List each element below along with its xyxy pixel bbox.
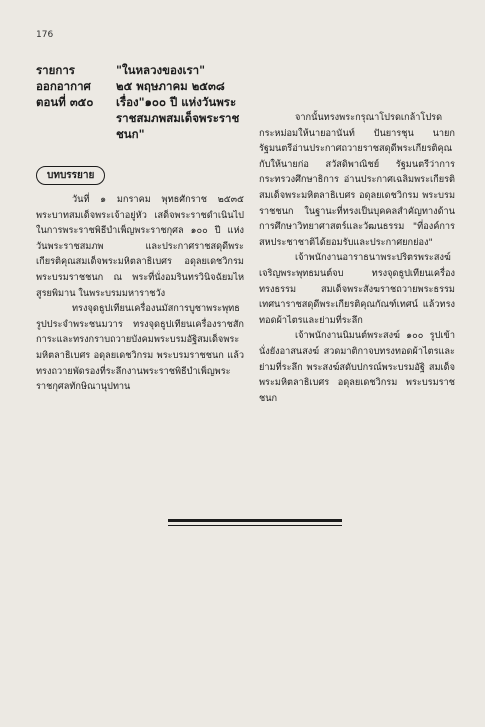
paragraph: วันที่ ๑ มกราคม พุทธศักราช ๒๕๓๕ พระบาทสมเด็จพระเจ้าอยู่หัว เสด็จพระราชดำเนินไปในการพระราชพิธีบำเพ็ญพระราชกุศล ๑๐๐ ปี แห่งวันพระราชสมภพ และประกาศราชสดุดีพระเกียรติคุณสมเด็จพระมหิตลาธิเบศร อดุลยเดชวิกรม พระบรมราชชนก ณ พระที่นั่งอมรินทรวินิจฉัยมไหสูรยพิมาน ในพระบรมมหาราชวัง — [36, 194, 244, 299]
editorial-badge: บทบรรยาย — [36, 166, 105, 185]
page-number: 176 — [36, 30, 54, 40]
episode-row — [36, 94, 366, 110]
broadcast-date: ๒๕ พฤษภาคม ๒๕๓๘ — [116, 79, 225, 93]
program-title: "ในหลวงของเรา" — [116, 63, 206, 77]
episode-title-line-3: ชนก" — [116, 127, 145, 141]
broadcast-label: ออกอากาศ — [36, 79, 91, 93]
episode-title-line-1: เรื่อง"๑๐๐ ปี แห่งวันพระ — [116, 95, 237, 109]
paragraph: ทรงจุดธูปเทียนเครื่องนมัสการบูชาพระพุทธรูปประจำพระชนมวาร ทรงจุดธูปเทียนเครื่องราชสักการะและทรงกราบถวายบังคมพระบรมอัฐิสมเด็จพระมหิตลาธิเบศร อดุลยเดชวิกรม พระบรมราชชนก แล้วทรงถวายพัดรองที่ระลึกงานพระราชพิธีบำเพ็ญพระราชกุศลทักษิณานุปทาน — [36, 303, 244, 393]
episode-label: ตอนที่ ๓๕๐ — [36, 95, 94, 109]
right-column — [259, 110, 455, 406]
paragraph: เจ้าพนักงานอาราธนาพระปริตรพระสงฆ์เจริญพระพุทธมนต์จบ ทรงจุดธูปเทียนเครื่องทรงธรรม สมเด็จพระสังฆราชถวายพระธรรมเทศนาราชสดุดีพระเกียรติคุณกัณฑ์เทศน์ แล้วทรงทอดผ้าไตรและย่ามที่ระลึก — [259, 252, 455, 326]
broadcast-row — [36, 78, 366, 94]
program-label: รายการ — [36, 63, 75, 77]
program-row — [36, 62, 366, 78]
paragraph: จากนั้นทรงพระกรุณาโปรดเกล้าโปรดกระหม่อมให้นายอานันท์ ปันยารชุน นายกรัฐมนตรีอ่านประกาศถวายราชสดุดีพระเกียรติคุณกับให้นายก่อ สวัสดิพาณิชย์ รัฐมนตรีว่าการกระทรวงศึกษาธิการ อ่านประกาศเฉลิมพระเกียรติ สมเด็จพระมหิตลาธิเบศร อดุลยเดชวิกรม พระบรมราชชนก ในฐานะที่ทรงเป็นบุคคลสำคัญทางด้านการศึกษาวิทยาศาสตร์และวัฒนธรรม "ที่องค์การสหประชาชาติได้ยอมรับและประกาศยกย่อง" — [259, 112, 455, 248]
episode-title-line-2: ราชสมภพสมเด็จพระราช — [116, 111, 240, 125]
left-column — [36, 192, 244, 395]
section-divider — [168, 519, 342, 522]
paragraph: เจ้าพนักงานนิมนต์พระสงฆ์ ๑๐๐ รูปเข้านั่งยังอาสนสงฆ์ สวดมาติกาจบทรงทอดผ้าไตรและย่ามที่ระลึก พระสงฆ์สดับปกรณ์พระบรมอัฐิ สมเด็จพระมหิตลาธิเบศร อดุลยเดชวิกรม พระบรมราชชนก — [259, 330, 455, 404]
